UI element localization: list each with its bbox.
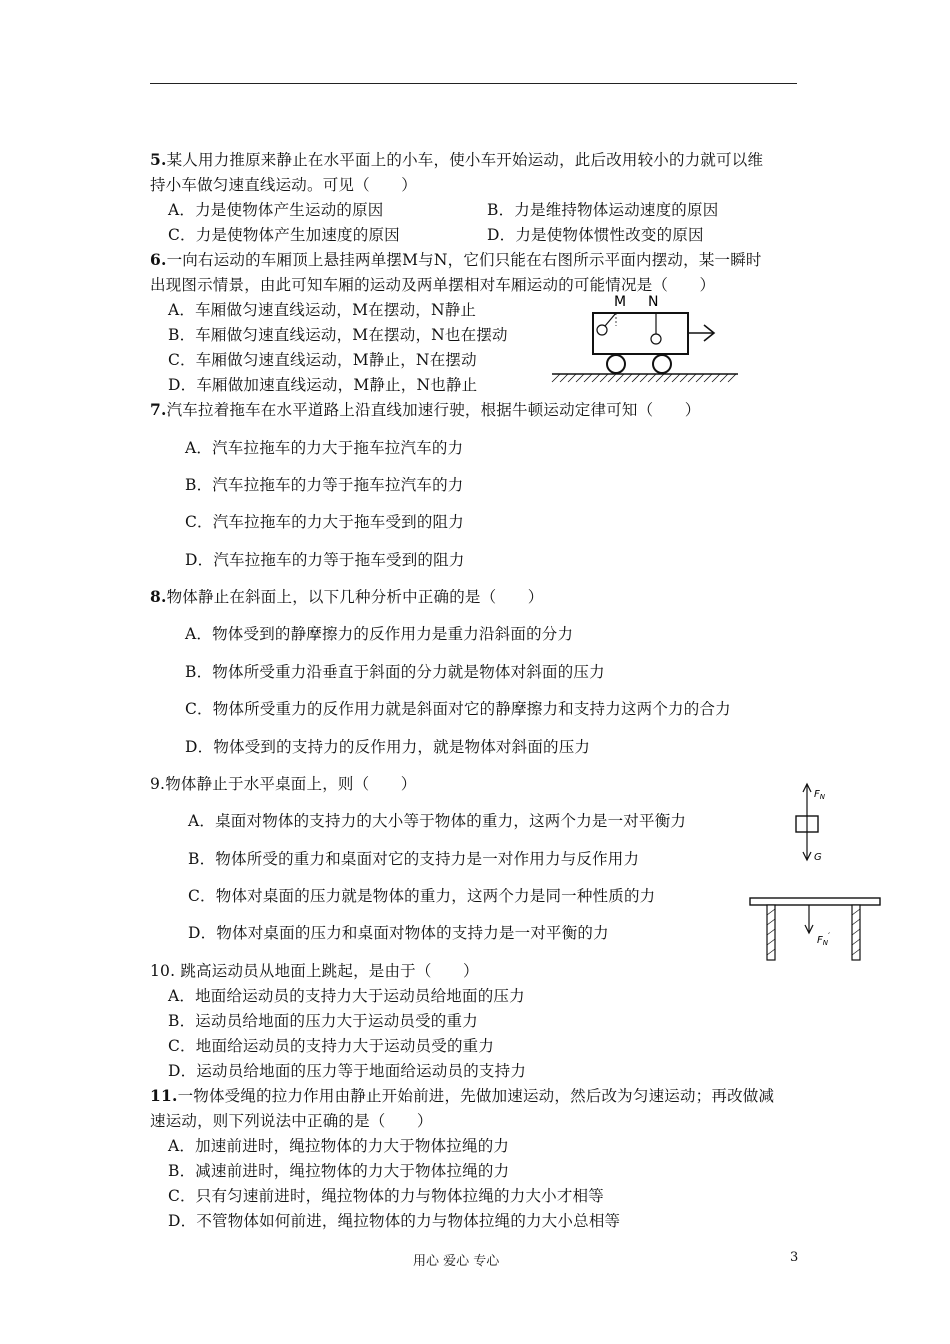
- question-11-option-b: B．减速前进时，绳拉物体的力大于物体拉绳的力: [168, 1162, 510, 1180]
- gravity-label: G: [814, 852, 822, 863]
- question-11-stem-line1: 11.一物体受绳的拉力作用由静止开始前进，先做加速运动，然后改为匀速运动；再改做减: [150, 1086, 775, 1105]
- pendulum-m-bob: [597, 325, 607, 335]
- question-7-option-d: D．汽车拉拖车的力等于拖车受到的阻力: [185, 551, 465, 569]
- question-7-stem: 7.汽车拉着拖车在水平道路上沿直线加速行驶，根据牛顿运动定律可知（ ）: [150, 400, 701, 419]
- question-9-option-a: A．桌面对物体的支持力的大小等于物体的重力，这两个力是一对平衡力: [188, 812, 687, 830]
- carriage-body: [593, 313, 688, 354]
- question-6-option-a: A．车厢做匀速直线运动，M在摆动，N静止: [168, 301, 477, 319]
- support-force-label: $F_N$: [814, 789, 826, 801]
- question-10-option-c: C．地面给运动员的支持力大于运动员受的重力: [168, 1037, 495, 1055]
- question-8-option-a: A．物体受到的静摩擦力的反作用力是重力沿斜面的分力: [185, 625, 574, 643]
- block-forces-figure: [790, 780, 840, 865]
- table-hatching: [767, 909, 860, 955]
- question-9-stem: 9.物体静止于水平桌面上，则（ ）: [150, 775, 417, 793]
- question-11-option-d: D．不管物体如何前进，绳拉物体的力与物体拉绳的力大小总相等: [168, 1212, 621, 1230]
- question-8-option-c: C．物体所受重力的反作用力就是斜面对它的静摩擦力和支持力这两个力的合力: [185, 700, 731, 718]
- question-8-option-d: D．物体受到的支持力的反作用力，就是物体对斜面的压力: [185, 738, 591, 756]
- question-9-option-b: B．物体所受的重力和桌面对它的支持力是一对作用力与反作用力: [188, 850, 640, 868]
- question-7-option-c: C．汽车拉拖车的力大于拖车受到的阻力: [185, 513, 464, 531]
- question-5-stem-line1: 5.某人用力推原来静止在水平面上的小车，使小车开始运动，此后改用较小的力就可以维: [150, 150, 764, 169]
- page-number: 3: [790, 1250, 799, 1265]
- question-6-option-d: D．车厢做加速直线运动，M静止，N也静止: [168, 376, 478, 394]
- carriage-wheel-right: [653, 355, 671, 373]
- question-11-option-c: C．只有匀速前进时，绳拉物体的力与物体拉绳的力大小才相等: [168, 1187, 604, 1205]
- pressure-force-label: $F_N'$: [817, 932, 831, 947]
- question-7-option-b: B．汽车拉拖车的力等于拖车拉汽车的力: [185, 476, 464, 494]
- table-top: [750, 898, 880, 905]
- question-11-stem-line2: 速运动，则下列说法中正确的是（ ）: [150, 1112, 433, 1130]
- pendulum-m-string: [605, 313, 616, 326]
- question-8-stem: 8.物体静止在斜面上，以下几种分析中正确的是（ ）: [150, 587, 544, 606]
- question-5-stem-line2: 持小车做匀速直线运动。可见（ ）: [150, 176, 417, 194]
- question-10-option-b: B．运动员给地面的压力大于运动员受的重力: [168, 1012, 478, 1030]
- question-10-option-a: A．地面给运动员的支持力大于运动员给地面的压力: [168, 987, 525, 1005]
- question-6-stem-line2: 出现图示情景，由此可知车厢的运动及两单摆相对车厢运动的可能情况是（ ）: [150, 276, 716, 294]
- question-6-stem-line1: 6.一向右运动的车厢顶上悬挂两单摆M与N，它们只能在右图所示平面内摆动，某一瞬时: [150, 250, 762, 269]
- question-10-option-d: D．运动员给地面的压力等于地面给运动员的支持力: [168, 1062, 527, 1080]
- carriage-wheel-left: [607, 355, 625, 373]
- question-8-option-b: B．物体所受重力沿垂直于斜面的分力就是物体对斜面的压力: [185, 663, 605, 681]
- carriage-pendulum-figure: [548, 292, 743, 392]
- question-6-option-b: B．车厢做匀速直线运动，M在摆动，N也在摆动: [168, 326, 508, 344]
- question-5-option-c: C．力是使物体产生加速度的原因: [168, 226, 400, 244]
- question-7-option-a: A．汽车拉拖车的力大于拖车拉汽车的力: [185, 439, 464, 457]
- pendulum-n-bob: [651, 334, 661, 344]
- pendulum-m-label: M: [614, 294, 627, 310]
- question-9-option-c: C．物体对桌面的压力就是物体的重力，这两个力是同一种性质的力: [188, 887, 656, 905]
- question-10-stem: 10. 跳高运动员从地面上跳起，是由于（ ）: [150, 962, 479, 980]
- question-5-option-d: D．力是使物体惯性改变的原因: [487, 226, 704, 244]
- question-5-option-b: B．力是维持物体运动速度的原因: [487, 201, 719, 219]
- question-9-option-d: D．物体对桌面的压力和桌面对物体的支持力是一对平衡的力: [188, 924, 609, 942]
- table-pressure-figure: [745, 895, 885, 963]
- ground-hatching: [552, 374, 736, 382]
- pendulum-n-label: N: [648, 294, 659, 310]
- header-rule: [150, 83, 797, 84]
- page-footer: 用心 爱心 专心: [413, 1254, 500, 1269]
- question-5-option-a: A．力是使物体产生运动的原因: [168, 201, 384, 219]
- question-6-option-c: C．车厢做匀速直线运动，M静止，N在摆动: [168, 351, 477, 369]
- question-11-option-a: A．加速前进时，绳拉物体的力大于物体拉绳的力: [168, 1137, 510, 1155]
